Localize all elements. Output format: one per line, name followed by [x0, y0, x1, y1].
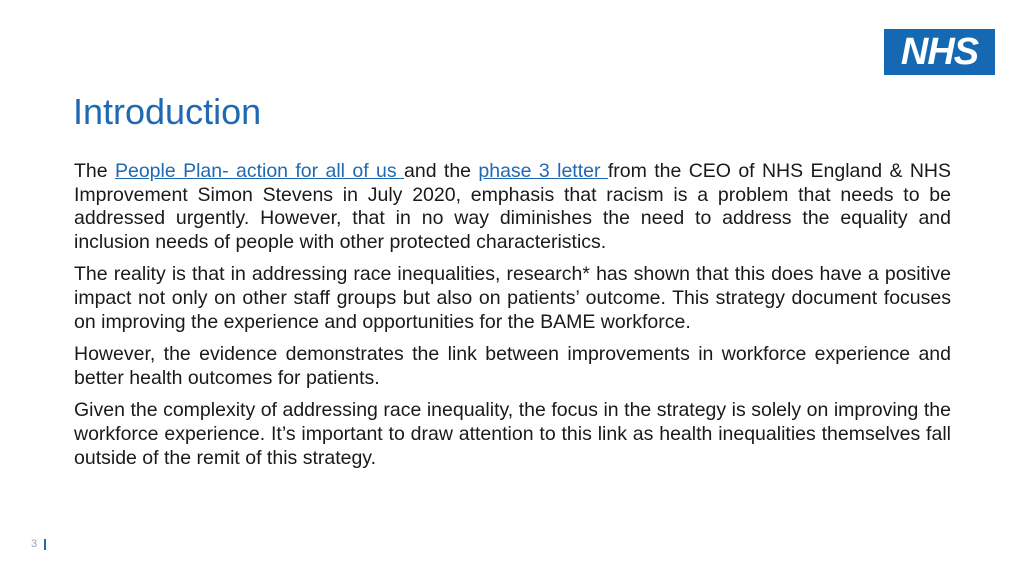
- nhs-logo-text: NHS: [900, 31, 979, 73]
- page-number: 3: [31, 538, 38, 550]
- nhs-logo: [884, 29, 995, 75]
- footer: [31, 538, 46, 550]
- paragraph-1: [74, 160, 951, 254]
- body-text: [74, 160, 951, 479]
- phase-3-letter-link[interactable]: phase 3 letter: [478, 160, 608, 182]
- paragraph-2: The reality is that in addressing race inequalities, research* has shown that this does have a positive impact not only on other staff groups but also on patients’ outcome. This strategy document focuses on improving the experience and opportunities for the BAME workforce.: [74, 263, 951, 333]
- paragraph-1-end: from the CEO of NHS England & NHS Improvement Simon Stevens in July 2020, emphasis that racism is a problem that needs to be addressed urgently. However, that in no way diminishes the need to address the equality and inclusion needs of people with other protected characteristics.: [74, 160, 951, 253]
- people-plan-link[interactable]: People Plan- action for all of us: [114, 160, 404, 182]
- paragraph-4: Given the complexity of addressing race inequality, the focus in the strategy is solely on improving the workforce experience. It’s important to draw attention to this link as health inequalities themselves fall outside of the remit of this strategy.: [74, 399, 951, 469]
- slide-title: Introduction: [73, 91, 262, 132]
- paragraph-3: However, the evidence demonstrates the link between improvements in workforce experience and better health outcomes for patients.: [74, 343, 951, 389]
- paragraph-1-start: The: [74, 160, 115, 182]
- paragraph-1-middle: and the: [404, 160, 479, 182]
- footer-divider: [44, 539, 46, 550]
